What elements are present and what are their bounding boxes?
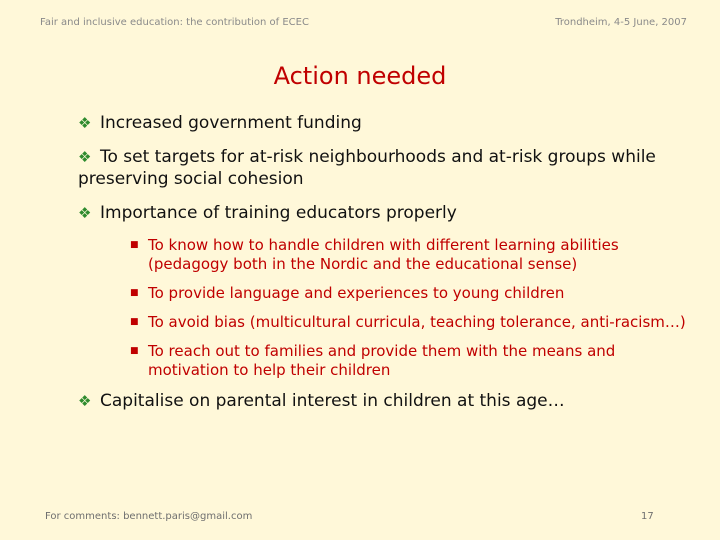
sub-bullet-list <box>130 236 688 380</box>
diamond-bullet-icon: ❖ <box>78 148 92 166</box>
footer-contact: For comments: bennett.paris@gmail.com <box>45 511 253 522</box>
page-number: 17 <box>641 511 654 522</box>
header-date-location: Trondheim, 4-5 June, 2007 <box>555 17 687 28</box>
sub-bullet-text: To provide language and experiences to young children <box>148 284 565 302</box>
bullet-text: Capitalise on parental interest in children at this age… <box>100 391 565 411</box>
bullet-text: Increased government funding <box>100 113 362 133</box>
square-bullet-icon: ■ <box>130 346 139 356</box>
header-event-title: Fair and inclusive education: the contribution of ECEC <box>40 17 309 28</box>
diamond-bullet-icon: ❖ <box>78 204 92 222</box>
sub-bullet-text: To know how to handle children with different learning abilities (pedagogy both in the Nordic and the educational sense) <box>148 236 619 273</box>
bullet-list <box>78 112 688 424</box>
square-bullet-icon: ■ <box>130 317 139 327</box>
square-bullet-icon: ■ <box>130 288 139 298</box>
sub-bullet-text: To reach out to families and provide them with the means and motivation to help their children <box>148 342 616 379</box>
bullet-item <box>78 146 688 190</box>
diamond-bullet-icon: ❖ <box>78 114 92 132</box>
diamond-bullet-icon: ❖ <box>78 392 92 410</box>
square-bullet-icon: ■ <box>130 240 139 250</box>
sub-bullet-item <box>130 342 688 380</box>
bullet-text: Importance of training educators properly <box>100 203 457 223</box>
bullet-text: To set targets for at-risk neighbourhoods and at-risk groups while preserving social cohesion <box>78 147 656 189</box>
bullet-item <box>78 202 688 224</box>
sub-bullet-item <box>130 313 688 332</box>
sub-bullet-text: To avoid bias (multicultural curricula, teaching tolerance, anti-racism…) <box>148 313 686 331</box>
bullet-item <box>78 112 688 134</box>
slide-title: Action needed <box>273 62 447 90</box>
bullet-item <box>78 390 688 412</box>
sub-bullet-item <box>130 236 688 274</box>
sub-bullet-item <box>130 284 688 303</box>
